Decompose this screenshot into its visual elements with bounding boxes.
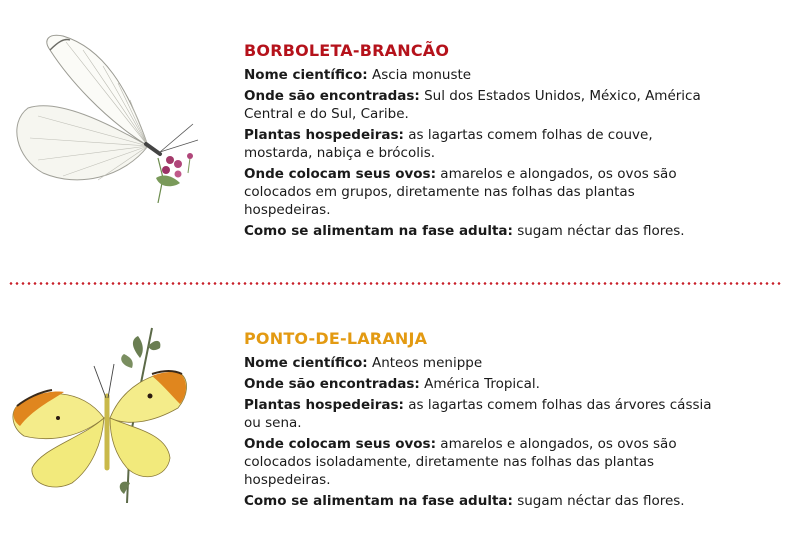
field-value: as lagartas comem folhas das árvores cássia ou sena. xyxy=(244,397,712,431)
field-label: Plantas hospedeiras: xyxy=(244,127,404,143)
field-label: Plantas hospedeiras: xyxy=(244,397,404,413)
field-value: Ascia monuste xyxy=(371,67,472,83)
field-label: Onde colocam seus ovos: xyxy=(244,166,436,182)
field-value: Anteos menippe xyxy=(371,355,483,371)
butterfly-title: PONTO-DE-LARANJA xyxy=(244,329,428,348)
butterfly-text-block xyxy=(244,328,724,513)
field-value: sugam néctar das flores. xyxy=(517,493,685,509)
field-label: Nome científico: xyxy=(244,355,368,371)
white-butterfly-illustration xyxy=(8,28,203,203)
butterfly-entry-borboleta-brancao xyxy=(0,0,790,270)
butterfly-text-block xyxy=(244,40,724,243)
adult-feeding-field xyxy=(244,222,724,240)
field-label: Como se alimentam na fase adulta: xyxy=(244,223,513,239)
field-label: Nome científico: xyxy=(244,67,368,83)
eggs-field xyxy=(244,165,724,219)
adult-feeding-field xyxy=(244,492,724,510)
field-value: amarelos e alongados, os ovos são colocados em grupos, diretamente nas folhas das plantas hospedeiras. xyxy=(244,166,677,218)
dotted-divider xyxy=(8,282,782,285)
yellow-butterfly-illustration xyxy=(2,318,202,508)
eggs-field xyxy=(244,435,724,489)
host-plants-field xyxy=(244,396,724,432)
field-value: amarelos e alongados, os ovos são colocados isoladamente, diretamente nas folhas das plantas hospedeiras. xyxy=(244,436,677,488)
scientific-name-field xyxy=(244,66,724,84)
butterfly-title: BORBOLETA-BRANCÃO xyxy=(244,41,450,60)
field-label: Onde são encontradas: xyxy=(244,376,420,392)
yellow-butterfly-icon xyxy=(2,318,202,508)
field-value: as lagartas comem folhas de couve, mostarda, nabiça e brócolis. xyxy=(244,127,653,161)
field-value: sugam néctar das flores. xyxy=(517,223,685,239)
field-value: Sul dos Estados Unidos, México, América Central e do Sul, Caribe. xyxy=(244,88,701,122)
host-plants-field xyxy=(244,126,724,162)
white-butterfly-icon xyxy=(8,28,203,203)
habitat-field xyxy=(244,375,724,393)
field-label: Onde colocam seus ovos: xyxy=(244,436,436,452)
scientific-name-field xyxy=(244,354,724,372)
habitat-field xyxy=(244,87,724,123)
field-value: América Tropical. xyxy=(424,376,540,392)
field-label: Como se alimentam na fase adulta: xyxy=(244,493,513,509)
field-label: Onde são encontradas: xyxy=(244,88,420,104)
